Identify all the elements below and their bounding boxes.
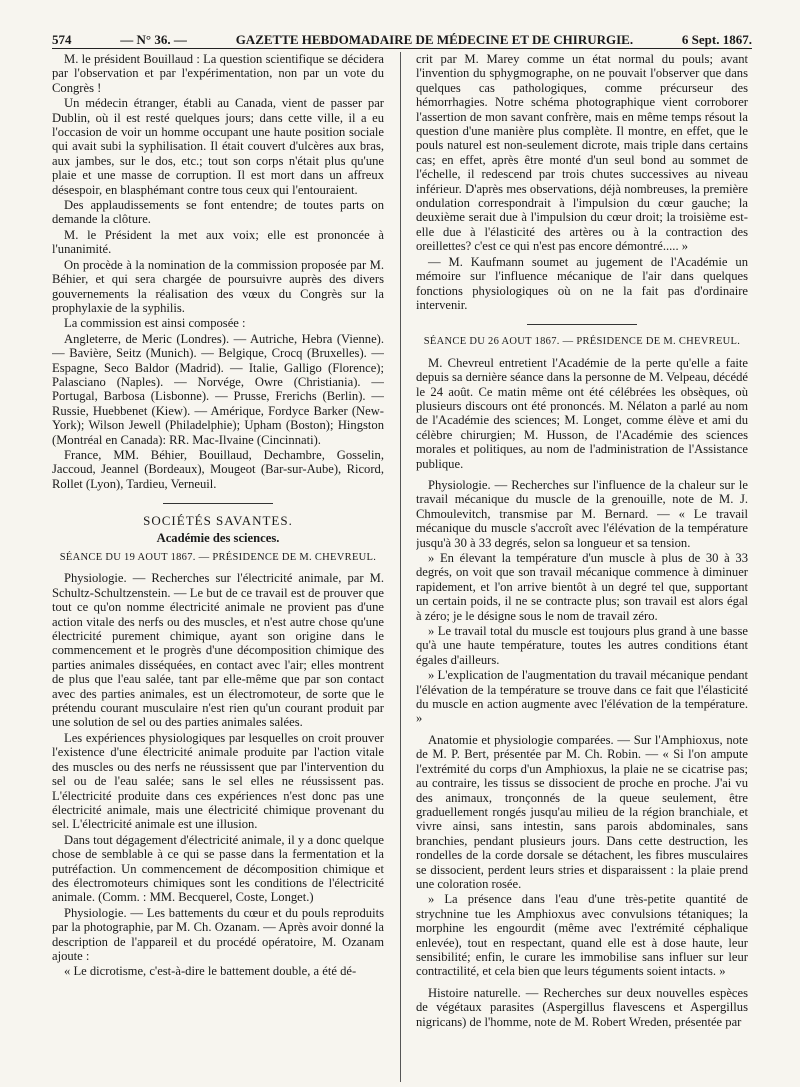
column-divider [400, 52, 401, 1082]
paragraph: M. le Président la met aux voix; elle est prononcée à l'unanimité. [52, 227, 384, 257]
paragraph: Les expériences physiologiques par lesquelles on croit prouver l'existence d'une électricité animale produite par l'action vitale des muscles ou des nerfs ne réussissent que par l'intervention du sel ou de l'eau salée; sans le sel elles ne réussissent pas. L'électricité produite dans ces expériences n'est donc pas une électricité animale, mais une électricité chimique provenant du sel. L'électricité animale est une illusion. [52, 730, 384, 832]
paragraph: » L'explication de l'augmentation du travail mécanique pendant l'élévation de la température se trouve dans ce fait que l'élasticité du muscle en action augmente avec l'élévation de la température. » [416, 668, 748, 726]
seance-heading: SÉANCE DU 26 AOUT 1867. — PRÉSIDENCE DE M. CHEVREUL. [423, 336, 741, 348]
paragraph: » La présence dans l'eau d'une très-petite quantité de strychnine tue les Amphioxus avec convulsions tétaniques; la morphine les engourdit (même avec l'extrémité céphalique enlevée), tout en respectant, quand elle est à dose haute, leur sensibilité; enfin, le curare les immobilise sans influer sur leur contractilité, et cela bien que leurs téguments soient intacts. » [416, 892, 748, 979]
paragraph: Anatomie et physiologie comparées. — Sur l'Amphioxus, note de M. P. Bert, présentée par M. Ch. Robin. — « Si l'on ampute l'extrémité du corps d'un Amphioxus, la plaie ne se cicatrise pas; au contraire, les tissus se dissocient de proche en proche. J'ai vu des animaux, tronçonnés de la queue seulement, être graduellement rongés jusqu'au milieu de la région branchiale, et vivre ainsi, sans intestin, sans parois abdominales, sans branchies, pendant plusieurs jours. Dans cette destruction, les rondelles de la corde dorsale se détachent, les fibres musculaires se dissocient, perdent leurs stries et disparaissent : la plaie prend une coloration rosée. [416, 732, 748, 891]
paragraph: crit par M. Marey comme un état normal du pouls; avant l'invention du sphygmographe, on ne pouvait l'observer que dans quelques cas pathologiques, comme précurseur des hémorrhagies. Notre schéma photographique vient corroborer l'assertion de mon savant confrère, mais en même temps résout la question d'une manière plus complète. Il montre, en effet, que le pouls naturel est non-seulement dicrote, mais triple dans certains cas; en effet, après être monté d'un seul bond au sommet de l'échelle, il redescend par trois chutes successives au niveau inférieur. D'après mes observations, déjà nombreuses, la première ondulation correspondrait à l'impulsion du cœur gauche; la deuxième serait due à l'impulsion du cœur droit; la troisième est-elle due à l'élasticité des artères ou à la contraction des oreillettes? c'est ce qui n'est pas encore démontré..... » [416, 52, 748, 254]
page-number: 574 [52, 32, 72, 47]
paragraph: Dans tout dégagement d'électricité animale, il y a donc quelque chose de semblable à ce qui se passe dans la fermentation et la putréfaction. Un commencement de décomposition chimique et des électromoteurs chimiques sont les conditions de l'électricité animale. (Comm. : MM. Becquerel, Coste, Longet.) [52, 832, 384, 905]
paragraph: Des applaudissements se font entendre; de toutes parts on demande la clôture. [52, 198, 384, 227]
paragraph: » Le travail total du muscle est toujours plus grand à une basse qu'à une haute température, toutes les autres conditions étant égales d'ailleurs. [416, 624, 748, 667]
paragraph: Angleterre, de Meric (Londres). — Autriche, Hebra (Vienne). — Bavière, Seitz (Munich). — Belgique, Crocq (Bruxelles). — Espagne, Seco Baldor (Madrid). — Italie, Galligo (Florence); Palasciano (Naples). — Norvége, Owre (Christiania). — Portugal, Barbosa (Lisbonne). — Prusse, Frerichs (Berlin). — Russie, Huebbenet (Kiew). — Amérique, Fordyce Barker (New-York); Wilson Jewell (Philadelphie); Upham (Boston); Hingston (Montréal en Canada): RR. Mac-Ilvaine (Cincinnati). [52, 331, 384, 447]
paragraph: » En élevant la température d'un muscle à plus de 30 à 33 degrés, on voit que son travail mécanique commence à diminuer rapidement, et l'on arrive bientôt à un degré tel que, supportant un certain poids, il ne se contracte plus; son travail est alors égal à zéro; je le désigne sous le nom de travail zéro. [416, 551, 748, 623]
paragraph: « Le dicrotisme, c'est-à-dire le battement double, a été dé- [64, 964, 357, 979]
paragraph: La commission est ainsi composée : [64, 316, 246, 331]
page-header [52, 28, 752, 49]
paragraph: M. le président Bouillaud : La question scientifique se décidera par l'observation et par l'expérimentation, non par un vote du Congrès ! [52, 52, 384, 95]
journal-title: GAZETTE HEBDOMADAIRE DE MÉDECINE ET DE CHIRURGIE. [235, 32, 634, 47]
section-title: SOCIÉTÉS SAVANTES. [143, 513, 293, 529]
paragraph: M. Chevreul entretient l'Académie de la perte qu'elle a faite depuis sa dernière séance dans la personne de M. Velpeau, décédé le 24 août. Ce matin même ont été célébrées les obsèques, où plusieurs discours ont été prononcés. M. Nélaton a parlé au nom de l'Académie des sciences; M. Longet, comme élève et ami du célèbre chirurgien; M. Husson, de l'Académie des sciences morales et politiques, au nom de l'administration de l'Assistance publique. [416, 355, 748, 471]
paragraph: Un médecin étranger, établi au Canada, vient de passer par Dublin, où il est resté quelques jours; dans cette ville, il a eu l'occasion de voir un homme occupant une haute position sociale qui avait subi la syphilisation. Il était couvert d'ulcères aux bras, aux jambes, sur le dos, etc.; tout son corps n'était plus qu'une plaie et une masse de corruption. Il est mort dans un affreux désespoir, en blasphémant contre tous ceux qui l'entouraient. [52, 96, 384, 197]
section-divider [527, 324, 637, 325]
issue-number: — N° 36. — [120, 32, 187, 47]
issue-date: 6 Sept. 1867. [681, 32, 752, 47]
paragraph: Histoire naturelle. — Recherches sur deux nouvelles espèces de végétaux parasites (Aspergillus flavescens et Aspergillus nigricans) de l'homme, note de M. Robert Wreden, présentée par [416, 985, 748, 1029]
seance-heading: SÉANCE DU 19 AOUT 1867. — PRÉSIDENCE DE M. CHEVREUL. [59, 552, 377, 563]
right-column [416, 52, 748, 1082]
left-column [52, 52, 384, 1082]
section-divider [163, 503, 273, 504]
paragraph: Physiologie. — Recherches sur l'électricité animale, par M. Schultz-Schultzenstein. — Le but de ce travail est de prouver que tout ce qu'on nomme électricité animale ne provient pas d'une action vitale des nerfs ou des muscles, et n'est autre chose qu'une électricité purement chimique, ayant son origine dans le commencement et le progrès d'une décomposition chimique des parties animales disséquées, en contact avec l'air; elles montrent de plus que l'eau salée, tant par elle-même que par son contact avec des parties animales, est un électromoteur, de sorte que le prétendu courant musculaire n'est rien qu'un courant produit par une solution de sel ou des parties animales salées. [52, 571, 384, 730]
paragraph: On procède à la nomination de la commission proposée par M. Béhier, et qui sera chargée de poursuivre auprès des divers gouvernements la réalisation des vœux du Congrès sur la prophylaxie de la syphilis. [52, 257, 384, 315]
paragraph: — M. Kaufmann soumet au jugement de l'Académie un mémoire sur l'influence mécanique de l'air dans quelques fonctions physiologiques où on ne la fait pas d'ordinaire intervenir. [416, 254, 748, 312]
paragraph: France, MM. Béhier, Bouillaud, Dechambre, Gosselin, Jaccoud, Jeannel (Bordeaux), Mougeot (Bar-sur-Aube), Ricord, Rollet (Lyon), Tardieu, Verneuil. [52, 447, 384, 491]
paragraph: Physiologie. — Les battements du cœur et du pouls reproduits par la photographie, par M. Ch. Ozanam. — Après avoir donné la description de l'appareil et du procédé opératoire, M. Ozanam ajoute : [52, 905, 384, 963]
society-title: Académie des sciences. [156, 530, 280, 545]
paragraph: Physiologie. — Recherches sur l'influence de la chaleur sur le travail mécanique du muscle de la grenouille, note de M. J. Chmoulevitch, transmise par M. Bernard. — « Le travail mécanique du muscle s'accroît avec l'élévation de la température jusqu'à 30 à 33 degrés, selon sa longueur et sa tension. [416, 477, 748, 550]
